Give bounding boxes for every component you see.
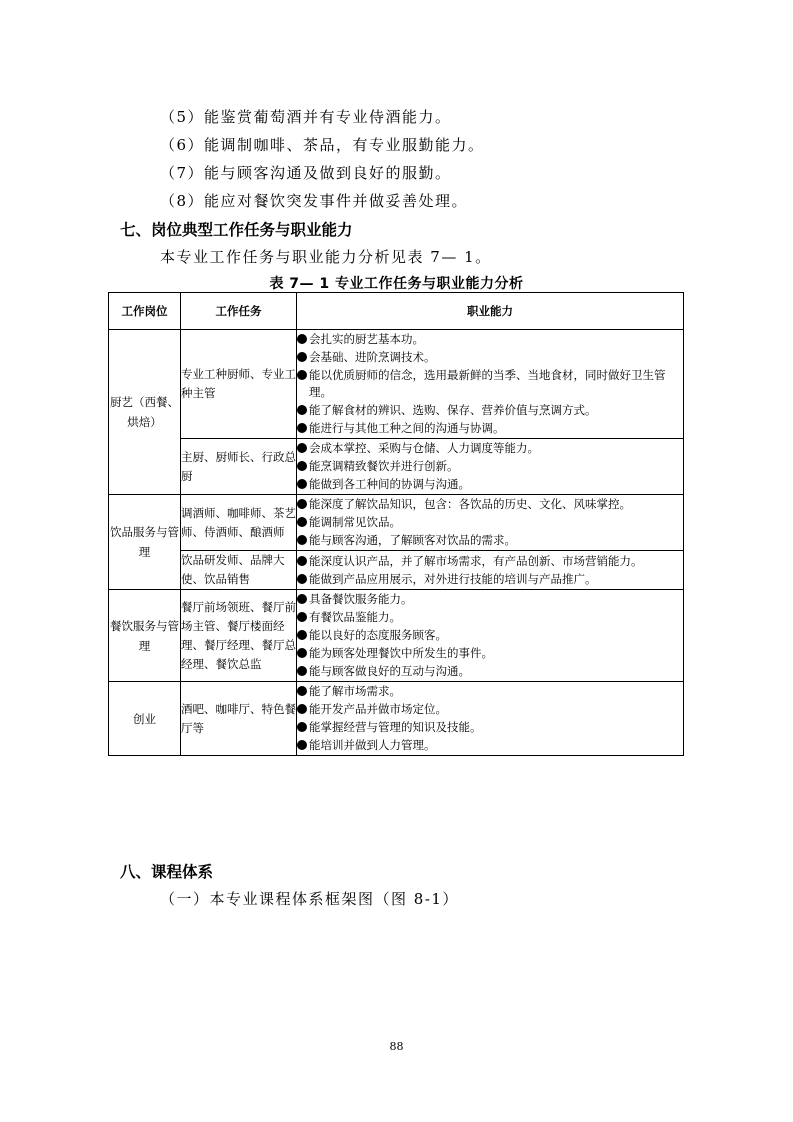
ability-cell [297, 439, 684, 495]
ability-text: 会基础、进阶烹调技术。 [309, 350, 436, 364]
table-row [109, 551, 684, 590]
bullet-icon [297, 334, 307, 344]
bullet-icon [297, 574, 307, 584]
section-8-heading: 八、课程体系 [120, 863, 214, 881]
task-cell: 酒吧、咖啡厅、特色餐厅等 [181, 682, 297, 756]
bullet-icon [297, 740, 307, 750]
ability-item [297, 645, 683, 662]
header-post: 工作岗位 [109, 293, 181, 330]
table-row [109, 330, 684, 439]
task-cell: 调酒师、咖啡师、茶艺师、侍酒师、酿酒师 [181, 495, 297, 551]
ability-item [297, 331, 683, 348]
bullet-icon [297, 405, 307, 415]
ability-item [297, 591, 683, 608]
task-cell: 主厨、厨师长、行政总厨 [181, 439, 297, 495]
ability-cell [297, 551, 684, 590]
bullet-icon [297, 648, 307, 658]
ability-text: 能与顾客沟通，了解顾客对饮品的需求。 [309, 533, 516, 547]
bullet-icon [297, 499, 307, 509]
ability-item [297, 719, 683, 736]
section-7-heading: 七、岗位典型工作任务与职业能力 [120, 221, 353, 239]
ability-item [297, 402, 683, 419]
bullet-icon [297, 704, 307, 714]
ability-text: 有餐饮品鉴能力。 [309, 610, 401, 624]
bullet-icon [297, 352, 307, 362]
table-row [109, 495, 684, 551]
ability-item [297, 496, 683, 513]
ability-item [297, 553, 683, 570]
table-row [109, 682, 684, 756]
header-task: 工作任务 [181, 293, 297, 330]
ability-item [297, 627, 683, 644]
ability-text: 能开发产品并做市场定位。 [309, 702, 447, 716]
bullet-icon [297, 612, 307, 622]
ability-item [297, 367, 683, 401]
table-row [109, 439, 684, 495]
ability-text: 能了解市场需求。 [309, 684, 401, 698]
page-number: 88 [389, 1040, 404, 1053]
ability-item [297, 458, 683, 475]
ability-item [297, 514, 683, 531]
ability-item [297, 683, 683, 700]
ability-text: 会扎实的厨艺基本功。 [309, 332, 424, 346]
ability-cell [297, 495, 684, 551]
task-cell: 餐厅前场领班、餐厅前场主管、餐厅楼面经理、餐厅经理、餐厅总经理、餐饮总监 [181, 590, 297, 682]
ability-text: 具备餐饮服务能力。 [309, 592, 413, 606]
list-item-8: （8）能应对餐饮突发事件并做妥善处理。 [160, 192, 469, 210]
table-caption: 表 7— 1 专业工作任务与职业能力分析 [269, 276, 524, 292]
ability-item [297, 440, 683, 457]
ability-text: 能以优质厨师的信念，选用最新鲜的当季、当地食材，同时做好卫生管理。 [309, 368, 666, 399]
ability-text: 能做到产品应用展示，对外进行技能的培训与产品推广。 [309, 571, 597, 586]
list-item-5: （5）能鉴赏葡萄酒并有专业侍酒能力。 [160, 108, 452, 126]
bullet-icon [297, 556, 307, 566]
task-cell: 饮品研发师、品牌大使、饮品销售 [181, 551, 297, 590]
ability-text: 能深度认识产品，并了解市场需求，有产品创新、市场营销能力。 [309, 553, 643, 568]
header-ability: 职业能力 [297, 293, 684, 330]
bullet-icon [297, 630, 307, 640]
list-item-7: （7）能与顾客沟通及做到良好的服勤。 [160, 164, 452, 182]
ability-text: 能了解食材的辨识、选购、保存、营养价值与烹调方式。 [309, 403, 597, 417]
list-item-6: （6）能调制咖啡、茶品，有专业服勤能力。 [160, 136, 485, 154]
ability-cell [297, 330, 684, 439]
ability-item [297, 476, 683, 493]
bullet-icon [297, 479, 307, 489]
table-header-row [109, 293, 684, 330]
ability-text: 能烹调精致餐饮并进行创新。 [309, 459, 459, 473]
ability-item [297, 737, 683, 754]
ability-item [297, 349, 683, 366]
ability-item [297, 532, 683, 549]
bullet-icon [297, 461, 307, 471]
ability-text: 能为顾客处理餐饮中所发生的事件。 [309, 646, 493, 660]
post-cell: 饮品服务与管理 [109, 495, 181, 590]
bullet-icon [297, 443, 307, 453]
ability-cell [297, 682, 684, 756]
competency-table [108, 292, 684, 756]
bullet-icon [297, 594, 307, 604]
ability-item [297, 571, 683, 588]
ability-text: 会成本掌控、采购与仓储、人力调度等能力。 [309, 441, 539, 455]
ability-item [297, 701, 683, 718]
bullet-icon [297, 666, 307, 676]
bullet-icon [297, 370, 307, 380]
ability-item [297, 609, 683, 626]
bullet-icon [297, 722, 307, 732]
ability-text: 能调制常见饮品。 [309, 515, 401, 529]
task-cell: 专业工种厨师、专业工种主管 [181, 330, 297, 439]
table-row [109, 590, 684, 682]
ability-text: 能进行与其他工种之间的沟通与协调。 [309, 421, 505, 435]
ability-cell [297, 590, 684, 682]
section-7-intro: 本专业工作任务与职业能力分析见表 7— 1。 [160, 248, 492, 266]
ability-text: 能掌握经营与管理的知识及技能。 [309, 720, 482, 734]
bullet-icon [297, 535, 307, 545]
post-cell: 创业 [109, 682, 181, 756]
post-cell: 餐饮服务与管理 [109, 590, 181, 682]
section-8-subheading: （一）本专业课程体系框架图（图 8-1） [160, 890, 459, 908]
ability-item [297, 663, 683, 680]
bullet-icon [297, 517, 307, 527]
ability-text: 能做到各工种间的协调与沟通。 [309, 477, 470, 491]
bullet-icon [297, 686, 307, 696]
ability-text: 能以良好的态度服务顾客。 [309, 628, 447, 642]
ability-text: 能与顾客做良好的互动与沟通。 [309, 664, 470, 678]
post-cell: 厨艺（西餐、烘焙） [109, 330, 181, 495]
bullet-icon [297, 423, 307, 433]
ability-item [297, 420, 683, 437]
ability-text: 能培训并做到人力管理。 [309, 738, 436, 752]
ability-text: 能深度了解饮品知识，包含：各饮品的历史、文化、风味掌控。 [309, 497, 631, 511]
